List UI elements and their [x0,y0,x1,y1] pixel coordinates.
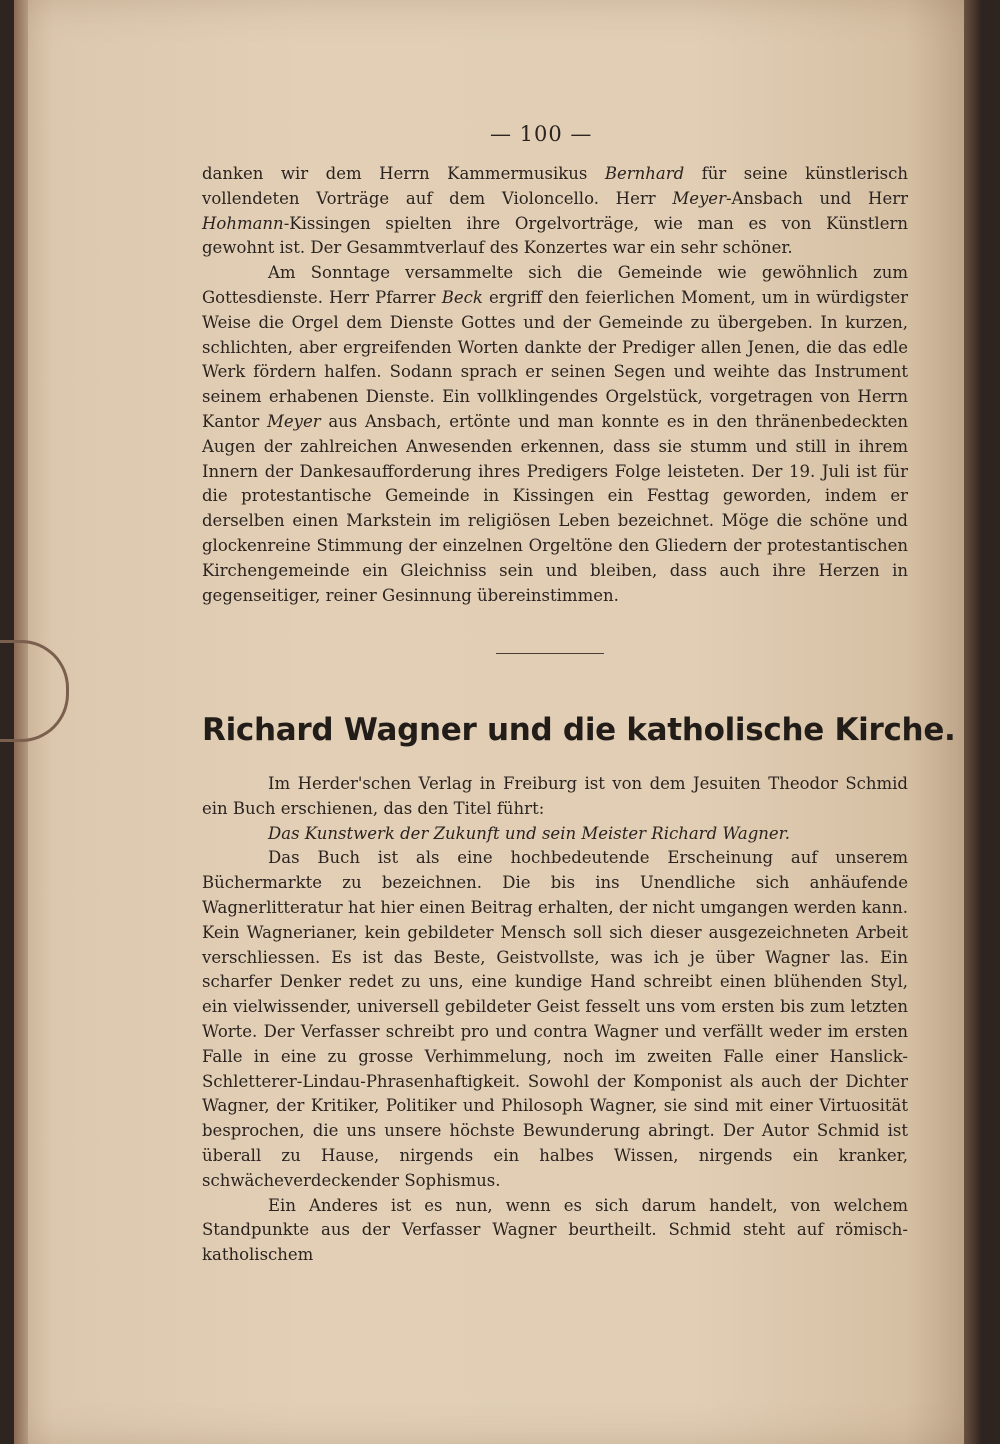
section-2-text [202,772,908,1268]
section-1-text [202,162,908,608]
paragraph-5: Ein Anderes ist es nun, wenn es sich darum handelt, von welchem Standpunkte aus der Verfasser Wagner beurtheilt. Schmid steht auf römisch-katholischem [202,1195,908,1265]
paragraph-4: Das Buch ist als eine hochbedeutende Erscheinung auf unserem Büchermarkte zu bezeichnen. Die bis ins Unendliche sich anhäufende Wagnerlitteratur hat hier einen Beitrag erhalten, der nicht umgangen werden kann. Kein Wagnerianer, kein gebildeter Mensch soll sich dieser ausgezeichneten Arbeit verschliessen. Es ist das Beste, Geistvollste, was ich je über Wagner las. Ein scharfer Denker redet zu uns, eine kundige Hand schreibt einen blühenden Styl, ein vielwissender, universell gebildeter Geist fesselt uns vom ersten bis zum letzten Worte. Der Verfasser schreibt pro und contra Wagner und verfällt weder im ersten Falle in eine zu grosse Verhimmelung, noch im zweiten Falle einer Hanslick-Schletterer-Lindau-Phrasenhaftigkeit. Sowohl der Komponist als auch der Dichter Wagner, der Kritiker, Politiker und Philosoph Wagner, sie sind mit einer Virtuosität besprochen, die uns unsere höchste Bewunderung abringt. Der Autor Schmid ist überall zu Hause, nirgends ein halbes Wissen, nirgends ein kranker, schwächeverdeckender Sophismus. [202,848,908,1190]
page-right-edge [964,0,982,1444]
person-name: Beck [441,287,483,307]
book-title: Das Kunstwerk der Zukunft und sein Meister Richard Wagner. [268,823,791,843]
person-name: Bernhard [604,164,685,183]
person-name: Hohmann [202,213,284,233]
paragraph-2: Am Sonntage versammelte sich die Gemeinde wie gewöhnlich zum Gottesdienste. Herr Pfarrer Beck ergriff den feierlichen Moment, um in würdigster Weise die Orgel dem Dienste Gottes und der Gemeinde zu übergeben. In kurzen, schlichten, aber ergreifenden Worten dankte der Prediger allen Jenen, die das edle Werk fördern halfen. Sodann sprach er seinen Segen und weihte das Instrument seinem erhabenen Dienste. Ein vollklingendes Orgelstück, vorgetragen von Herrn Kantor Meyer aus Ansbach, ertönte und man konnte es in den thränenbedeckten Augen der zahlreichen Anwesenden erkennen, dass sie stumm und still in ihrem Innern der Dankesaufforderung ihres Predigers Folge leisteten. Der 19. Juli ist für die protestantische Gemeinde in Kissingen ein Festtag geworden, indem er derselben einen Markstein im religiösen Leben bezeichnet. Möge die schöne und glockenreine Stimmung der einzelnen Orgeltöne den Gliedern der protestantischen Kirchengemeinde ein Gleichniss sein und bleiben, dass auch ihre Herzen in gegenseitiger, reiner Gesinnung übereinstimmen. [202,263,908,605]
article-heading: Richard Wagner und die katholische Kirche. [202,712,956,748]
person-name: Meyer [672,188,726,208]
paragraph-3: Im Herder'schen Verlag in Freiburg ist von dem Jesuiten Theodor Schmid ein Buch erschienen, das den Titel führt: [202,774,908,818]
section-divider [496,653,604,654]
person-name: Meyer [266,411,321,431]
paragraph-1: danken wir dem Herrn Kammermusikus Bernhard für seine künstlerisch vollendeten Vorträge auf dem Violoncello. Herr Meyer-Ansbach und Herr Hohmann-Kissingen spielten ihre Orgelvorträge, wie man es von Künstlern gewohnt ist. Der Gesammtverlauf des Konzertes war ein sehr schöner. [202,164,908,258]
page-number: — 100 — [490,122,593,146]
